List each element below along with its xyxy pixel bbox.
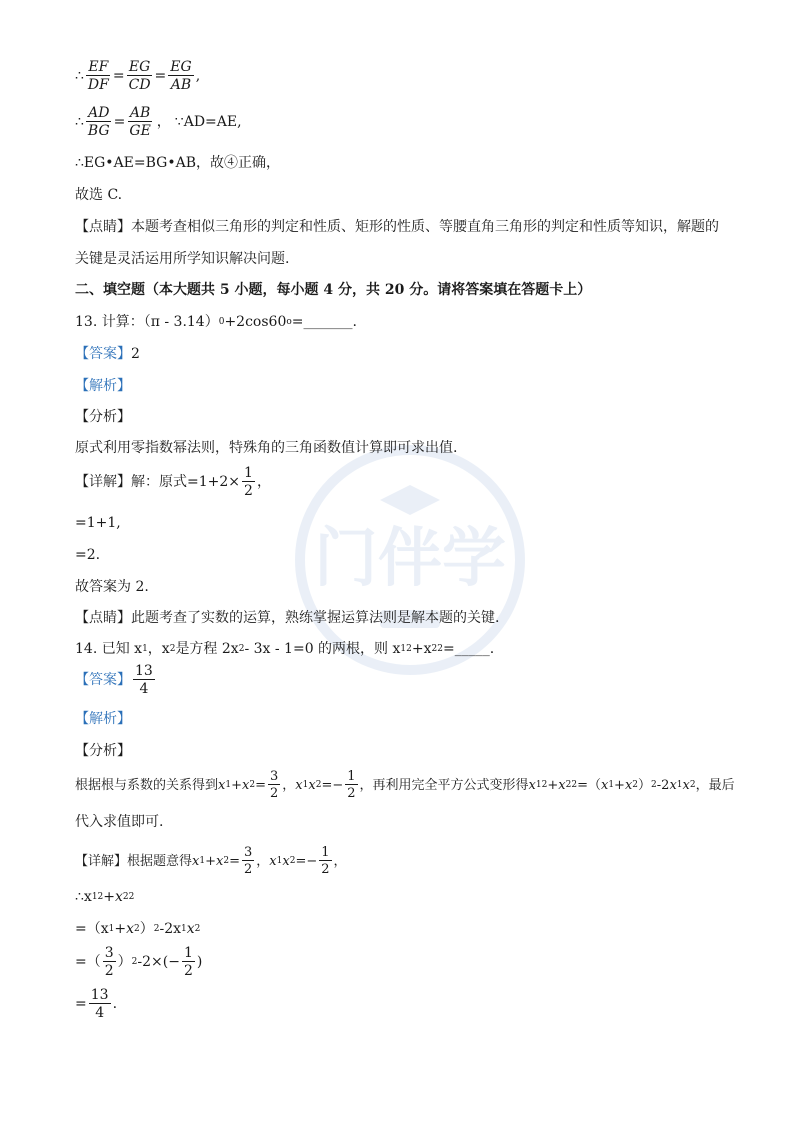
q13-fenxi-tag: 【分析】 bbox=[75, 409, 131, 425]
q13-jiexi: 【解析】 bbox=[75, 378, 131, 394]
fraction-ab-ge: $\frac{AB}{GE}$ bbox=[129, 105, 151, 139]
dianjing-12-line2: 关键是灵活运用所学知识解决问题. bbox=[75, 251, 290, 267]
q14-xiangjie: 【详解】 根据题意得 x 1 + x 2 = $\frac{3}{2}$ ， x 1 x 2 =− $\frac{1}{2}$ ， bbox=[75, 845, 347, 877]
q14-jiexi: 【解析】 bbox=[75, 711, 131, 727]
section-title: 二、填空题（本大题共 5 小题，每小题 4 分，共 20 分。请将答案填在答题卡上） bbox=[75, 282, 592, 298]
therefore-symbol: ∴ bbox=[75, 68, 84, 84]
q13-fenxi-text: 原式利用零指数幂法则，特殊角的三角函数值计算即可求出值. bbox=[75, 440, 458, 456]
fraction-neg-half: $\frac{1}{2}$ bbox=[347, 769, 356, 801]
question-13: 13. 计算：（π - 3.14） 0 +2cos60 o =_______. bbox=[75, 314, 357, 330]
dianjing-12-line1: 【点睛】 本题考查相似三角形的判定和性质、矩形的性质、等腰直角三角形的判定和性质等知识，解题的 bbox=[75, 219, 719, 235]
q14-step-1: ∴x 1 2 + x 2 2 bbox=[75, 889, 135, 905]
fraction-eg-cd: $\frac{EG}{CD}$ bbox=[128, 59, 151, 93]
question-14: 14. 已知 x 1 ，x 2 是方程 2x 2 - 3x - 1=0 的两根，则 x 1 2 +x 2 2 =_____. bbox=[75, 641, 495, 657]
watermark-text: 门伴学 bbox=[314, 522, 506, 596]
q14-fenxi-tag: 【分析】 bbox=[75, 743, 131, 759]
fraction-three-halves: $\frac{3}{2}$ bbox=[269, 769, 279, 801]
q14-step-2: =（x 1 + x 2 ） 2 -2x 1 x 2 bbox=[75, 921, 201, 937]
q13-answer: 【答案】 2 bbox=[75, 346, 140, 362]
fraction-eg-ab: $\frac{EG}{AB}$ bbox=[170, 59, 192, 93]
fraction-one-half: $\frac{1}{2}$ bbox=[244, 465, 253, 499]
conclusion-line: ∴EG•AE=BG•AB，故④正确， bbox=[75, 155, 281, 171]
fraction-final-13-4: $\frac{13}{4}$ bbox=[90, 987, 109, 1021]
choice-line: 故选 C. bbox=[75, 187, 123, 203]
q13-dianjing: 【点睛】 此题考查了实数的运算，熟练掌握运算法则是解本题的关键. bbox=[75, 610, 500, 626]
q14-fenxi-line2: 代入求值即可. bbox=[75, 814, 164, 830]
fraction-ef-df: $\frac{EF}{DF}$ bbox=[87, 59, 109, 93]
q13-xiangjie: 【详解】 解：原式=1+2× $\frac{1}{2}$ ， bbox=[75, 465, 271, 499]
q13-step-2: =2. bbox=[75, 547, 101, 563]
q14-step-3: =（ $\frac{3}{2}$ ） 2 -2×(− $\frac{1}{2}$ ) bbox=[75, 945, 203, 979]
proportion-line-1: ∴ $\frac{EF}{DF}$ = $\frac{EG}{CD}$ = $\frac{EG}{AB}$ , bbox=[75, 59, 201, 93]
q13-conclusion: 故答案为 2. bbox=[75, 579, 149, 595]
fraction-ad-bg: $\frac{AD}{BG}$ bbox=[87, 105, 110, 139]
proportion-line-2: ∴ $\frac{AD}{BG}$ = $\frac{AB}{GE}$ ， ∵ AD=AE, bbox=[75, 105, 242, 139]
q13-step-1: =1+1, bbox=[75, 515, 121, 531]
q14-answer: 【答案】 $\frac{13}{4}$ bbox=[75, 663, 153, 697]
q14-final: = $\frac{13}{4}$ . bbox=[75, 987, 118, 1021]
q14-fenxi-line1: 根据根与系数的关系得到 x 1 + x 2 = $\frac{3}{2}$ ， x 1 x 2 =− $\frac{1}{2}$ ，再利用完全平方公式变形得 x 1 2 + x 2 2 =（ x 1 + x 2 ） 2 -2 x 1 x 2 ，最后 bbox=[75, 769, 735, 801]
fraction-13-4: $\frac{13}{4}$ bbox=[135, 663, 153, 697]
